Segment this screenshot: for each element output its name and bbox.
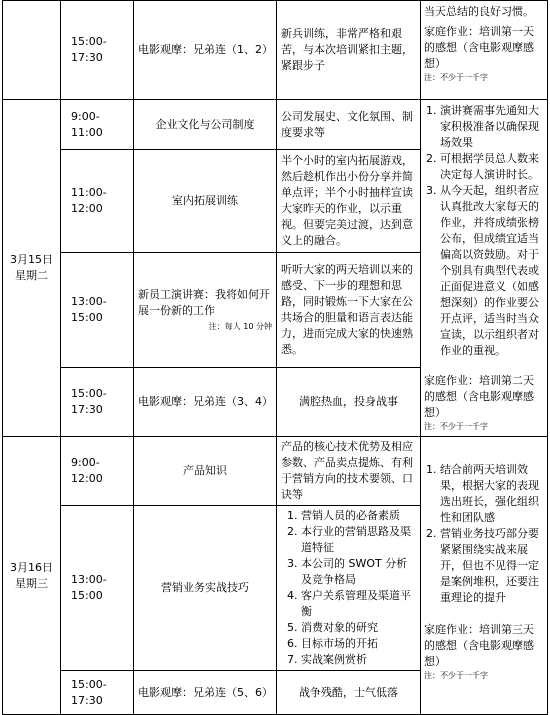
homework-text: 家庭作业：培训第一天的感想（含电影观摩感想）: [424, 25, 534, 70]
description-cell: 战争残酷，士气低落: [277, 671, 421, 715]
note-item: 1. 演讲赛需事先通知大家积极准备以确保现场效果: [440, 103, 544, 151]
description-cell: 新兵训练，非常严格和艰苦，与本次培训紧扣主题，紧跟步子: [277, 1, 421, 100]
description-cell: 满腔热血，投身战事: [277, 367, 421, 436]
table-row: [3, 100, 548, 150]
speech-contest-title: 新员工演讲赛：我将如何开展一份新的工作: [138, 287, 270, 317]
speech-time-note: 注：每人 10 分钟: [208, 321, 272, 331]
date-label: 3月16日: [10, 560, 53, 574]
topic-item: 7. 实战案例赏析: [301, 652, 416, 668]
content-cell: 营销业务实战技巧: [134, 506, 277, 671]
description-cell: 公司发展史、文化氛围、制度要求等: [277, 100, 421, 150]
date-cell-mar16: [3, 437, 61, 715]
notes-top-text: 当天总结的良好习惯。: [424, 5, 534, 18]
notes-list: [424, 462, 544, 606]
description-cell: [277, 506, 421, 671]
time-cell: 13:00-15:00: [61, 253, 134, 367]
homework-word-count-note: 注：不少于一千字: [424, 73, 488, 82]
note-item: 2. 可根据学员总人数来决定每人演讲时长。: [440, 151, 544, 183]
homework-word-count-note: 注：不少于一千字: [424, 671, 488, 680]
note-item: 3. 从今天起，组织者应认真批改大家每天的作业，并将成绩张榜公布，但成绩宜适当偏高以资鼓励。对于个别具有典型代表或正面促进意义（如感想深刻）的作业要公开点评，适当时当众宣读，以示组织者对作业的重视。: [440, 183, 544, 359]
notes-list: [424, 103, 544, 359]
content-cell: 产品知识: [134, 437, 277, 506]
time-cell: 9:00-11:00: [61, 100, 134, 150]
description-cell: 听听大家的两天培训以来的感受、下一步的理想和思路，同时锻炼一下大家在公共场合的胆量和语言表达能力，进而完成大家的快速熟悉。: [277, 253, 421, 367]
time-cell: 13:00-15:00: [61, 506, 134, 671]
content-cell: 电影观摩：兄弟连（5、6）: [134, 671, 277, 715]
date-label: 3月15日: [10, 253, 53, 266]
description-cell: 半个小时的室内拓展游戏，然后趁机作出小份分享并简单点评；半个小时抽样宣读大家昨天的作业，以示重视。但要完美过渡，达到意义上的融合。: [277, 150, 421, 253]
content-cell: [134, 253, 277, 367]
time-cell: 15:00-17:30: [61, 671, 134, 715]
time-cell: 11:00-12:00: [61, 150, 134, 253]
topic-item: 5. 消费对象的研究: [301, 620, 416, 636]
time-cell: 15:00-17:30: [61, 367, 134, 436]
notes-cell: [421, 1, 548, 100]
homework-word-count-note: 注：不少于一千字: [424, 422, 488, 431]
sales-skills-topic-list: [281, 508, 416, 668]
topic-item: 1. 营销人员的必备素质: [301, 508, 416, 524]
content-cell: 室内拓展训练: [134, 150, 277, 253]
time-cell: 9:00-12:00: [61, 437, 134, 506]
weekday-label: 星期三: [15, 576, 48, 590]
content-cell: 电影观摩：兄弟连（3、4）: [134, 367, 277, 436]
date-cell-empty: [3, 1, 61, 100]
date-cell-mar15: [3, 100, 61, 437]
homework-text: 家庭作业：培训第三天的感想（含电影观摩感想）: [424, 623, 534, 668]
notes-cell-mar15: [421, 100, 548, 437]
notes-cell-mar16: [421, 437, 548, 715]
topic-item: 3. 本公司的 SWOT 分析及竞争格局: [301, 556, 416, 588]
description-cell: 产品的核心技术优势及相应参数、产品卖点提炼、有利于营销方向的技术要领、口诀等: [277, 437, 421, 506]
training-schedule-table: [2, 0, 548, 715]
topic-item: 4. 客户关系管理及渠道平衡: [301, 588, 416, 620]
weekday-label: 星期二: [15, 269, 48, 282]
table-row: [3, 437, 548, 506]
table-row: [3, 1, 548, 100]
note-item: 2. 营销业务技巧部分要紧紧围绕实战来展开，但也不见得一定是案例堆积，还要注重理论的提升: [440, 526, 544, 606]
content-cell: 电影观摩：兄弟连（1、2）: [134, 1, 277, 100]
note-item: 1. 结合前两天培训效果，根据大家的表现选出班长，强化组织性和团队感: [440, 462, 544, 526]
topic-item: 2. 本行业的营销思路及渠道特征: [301, 524, 416, 556]
topic-item: 6. 目标市场的开拓: [301, 636, 416, 652]
content-cell: 企业文化与公司制度: [134, 100, 277, 150]
homework-text: 家庭作业：培训第二天的感想（含电影观摩感想）: [424, 374, 534, 419]
time-cell: 15:00-17:30: [61, 1, 134, 100]
